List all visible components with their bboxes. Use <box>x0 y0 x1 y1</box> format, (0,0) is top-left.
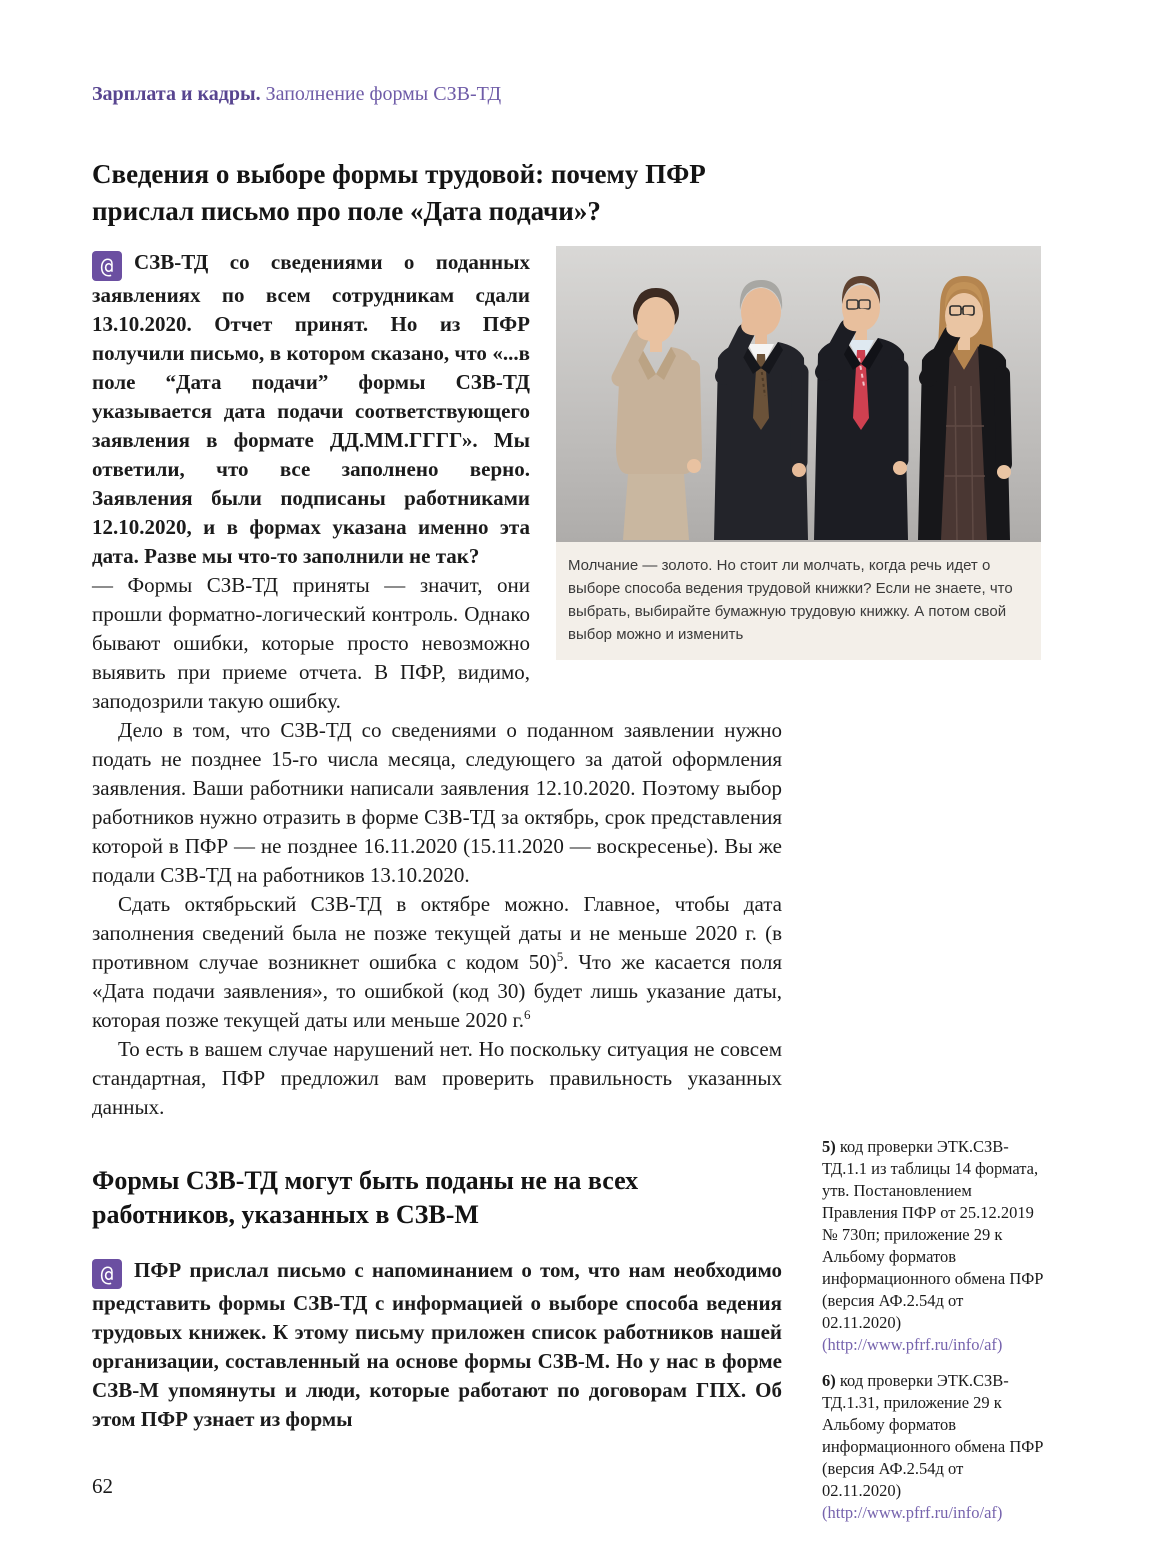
article2-title: Формы СЗВ-ТД могут быть поданы не на всех работников, указанных в СЗВ-М <box>92 1166 639 1229</box>
article1-answer-paragraph-1: — Формы СЗВ-ТД приняты — значит, они прошли форматно-логический контроль. Однако бывают ошибки, которые просто невозможно выявить при приеме отчета. В ПФР, видимо, заподозрили такую ошибку. <box>92 573 530 713</box>
article1-answer-paragraph-3 <box>92 890 782 1035</box>
kicker <box>92 82 792 106</box>
article1-title: Сведения о выборе формы трудовой: почему ПФР прислал письмо про поле «Дата подачи»? <box>92 159 706 226</box>
page-number: 62 <box>92 1474 113 1498</box>
at-icon: @ <box>92 1259 122 1289</box>
footnote-6 <box>822 1370 1044 1524</box>
kicker-rubric: Зарплата и кадры. <box>92 83 261 105</box>
answer3-part-a: Сдать октябрьский СЗВ-ТД в октябре можно. Главное, чтобы дата заполнения сведений была не позже текущей даты и не меньше 2020 г. (в противном случае возникнет ошибка с кодом 50) <box>92 892 782 974</box>
kicker-topic: Заполнение формы СЗВ-ТД <box>260 83 502 105</box>
article2-body <box>92 1256 782 1434</box>
article2-question-text: ПФР прислал письмо с напоминанием о том, что нам необходимо представить формы СЗВ-ТД с информацией о выборе способа ведения трудовых книжек. К этому письму приложен список работников нашей организации, составленный на основе формы СЗВ-М. Но у нас в форме СЗВ-М упомянуты и люди, которые работают по договорам ГПХ. Об этом ПФР узнает из формы <box>92 1258 782 1431</box>
article1-question-text: СЗВ-ТД со сведениями о поданных заявлениях по всем сотрудникам сдали 13.10.2020. Отчет принят. Но из ПФР получили письмо, в котором сказано, что «...в поле “Дата подачи” формы СЗВ-ТД указывается дата подачи соответствующего заявления в формате ДД.ММ.ГГГГ». Мы ответили, что все заполнено верно. Заявления были подписаны работниками 12.10.2020, и в формах указана именно эта дата. Разве мы что-то заполнили не так? <box>92 250 530 568</box>
at-icon: @ <box>92 251 122 281</box>
footnote-ref-6: 6 <box>523 1007 531 1022</box>
article1-body <box>92 248 782 1122</box>
footnotes-sidebar <box>822 1136 1044 1538</box>
footnote-5-label: 5) <box>822 1137 836 1156</box>
photo-caption: Молчание — золото. Но стоит ли молчать, когда речь идет о выборе способа ведения трудовой книжки? Если не знаете, что выбрать, выбирайте бумажную трудовую книжку. А потом свой выбор можно и изменить <box>556 542 1041 660</box>
article1-answer-paragraph-2: Дело в том, что СЗВ-ТД со сведениями о поданном заявлении нужно подать не позднее 15-го числа месяца, следующего за датой оформления заявления. Ваши работники написали заявления 12.10.2020. Поэтому выбор работников нужно отразить в форме СЗВ-ТД за октябрь, срок представления которой в ПФР — не позднее 16.11.2020 (15.11.2020 — воскресенье). Вы же подали СЗВ-ТД на работников 13.10.2020. <box>92 718 782 887</box>
footnote-5-link[interactable]: (http://www.pfrf.ru/info/af) <box>822 1335 1003 1354</box>
main-column <box>92 156 782 1434</box>
article2-question-paragraph <box>92 1256 782 1434</box>
footnote-ref-5: 5 <box>556 949 564 964</box>
footnote-6-label: 6) <box>822 1371 836 1390</box>
footnote-5 <box>822 1136 1044 1356</box>
article1-answer-paragraph-4: То есть в вашем случае нарушений нет. Но поскольку ситуация не совсем стандартная, ПФР предложил вам проверить правильность указанных данных. <box>92 1037 782 1119</box>
footnote-5-text: код проверки ЭТК.СЗВ-ТД.1.1 из таблицы 14 формата, утв. Постановлением Правления ПФР от 25.12.2019 № 730п; приложение 29 к Альбому форматов информационного обмена ПФР (версия АФ.2.54д от 02.11.2020) <box>822 1137 1044 1332</box>
footnote-6-link[interactable]: (http://www.pfrf.ru/info/af) <box>822 1503 1003 1522</box>
footnote-6-text: код проверки ЭТК.СЗВ-ТД.1.31, приложение 29 к Альбому форматов информационного обмена ПФР (версия АФ.2.54д от 02.11.2020) <box>822 1371 1044 1500</box>
answer3-part-b: . Что же касается поля «Дата подачи заявления», то ошибкой (код 30) будет лишь указание даты, которая позже текущей даты или меньше 2020 г. <box>92 950 783 1032</box>
text-wrap-spacer <box>530 248 782 684</box>
